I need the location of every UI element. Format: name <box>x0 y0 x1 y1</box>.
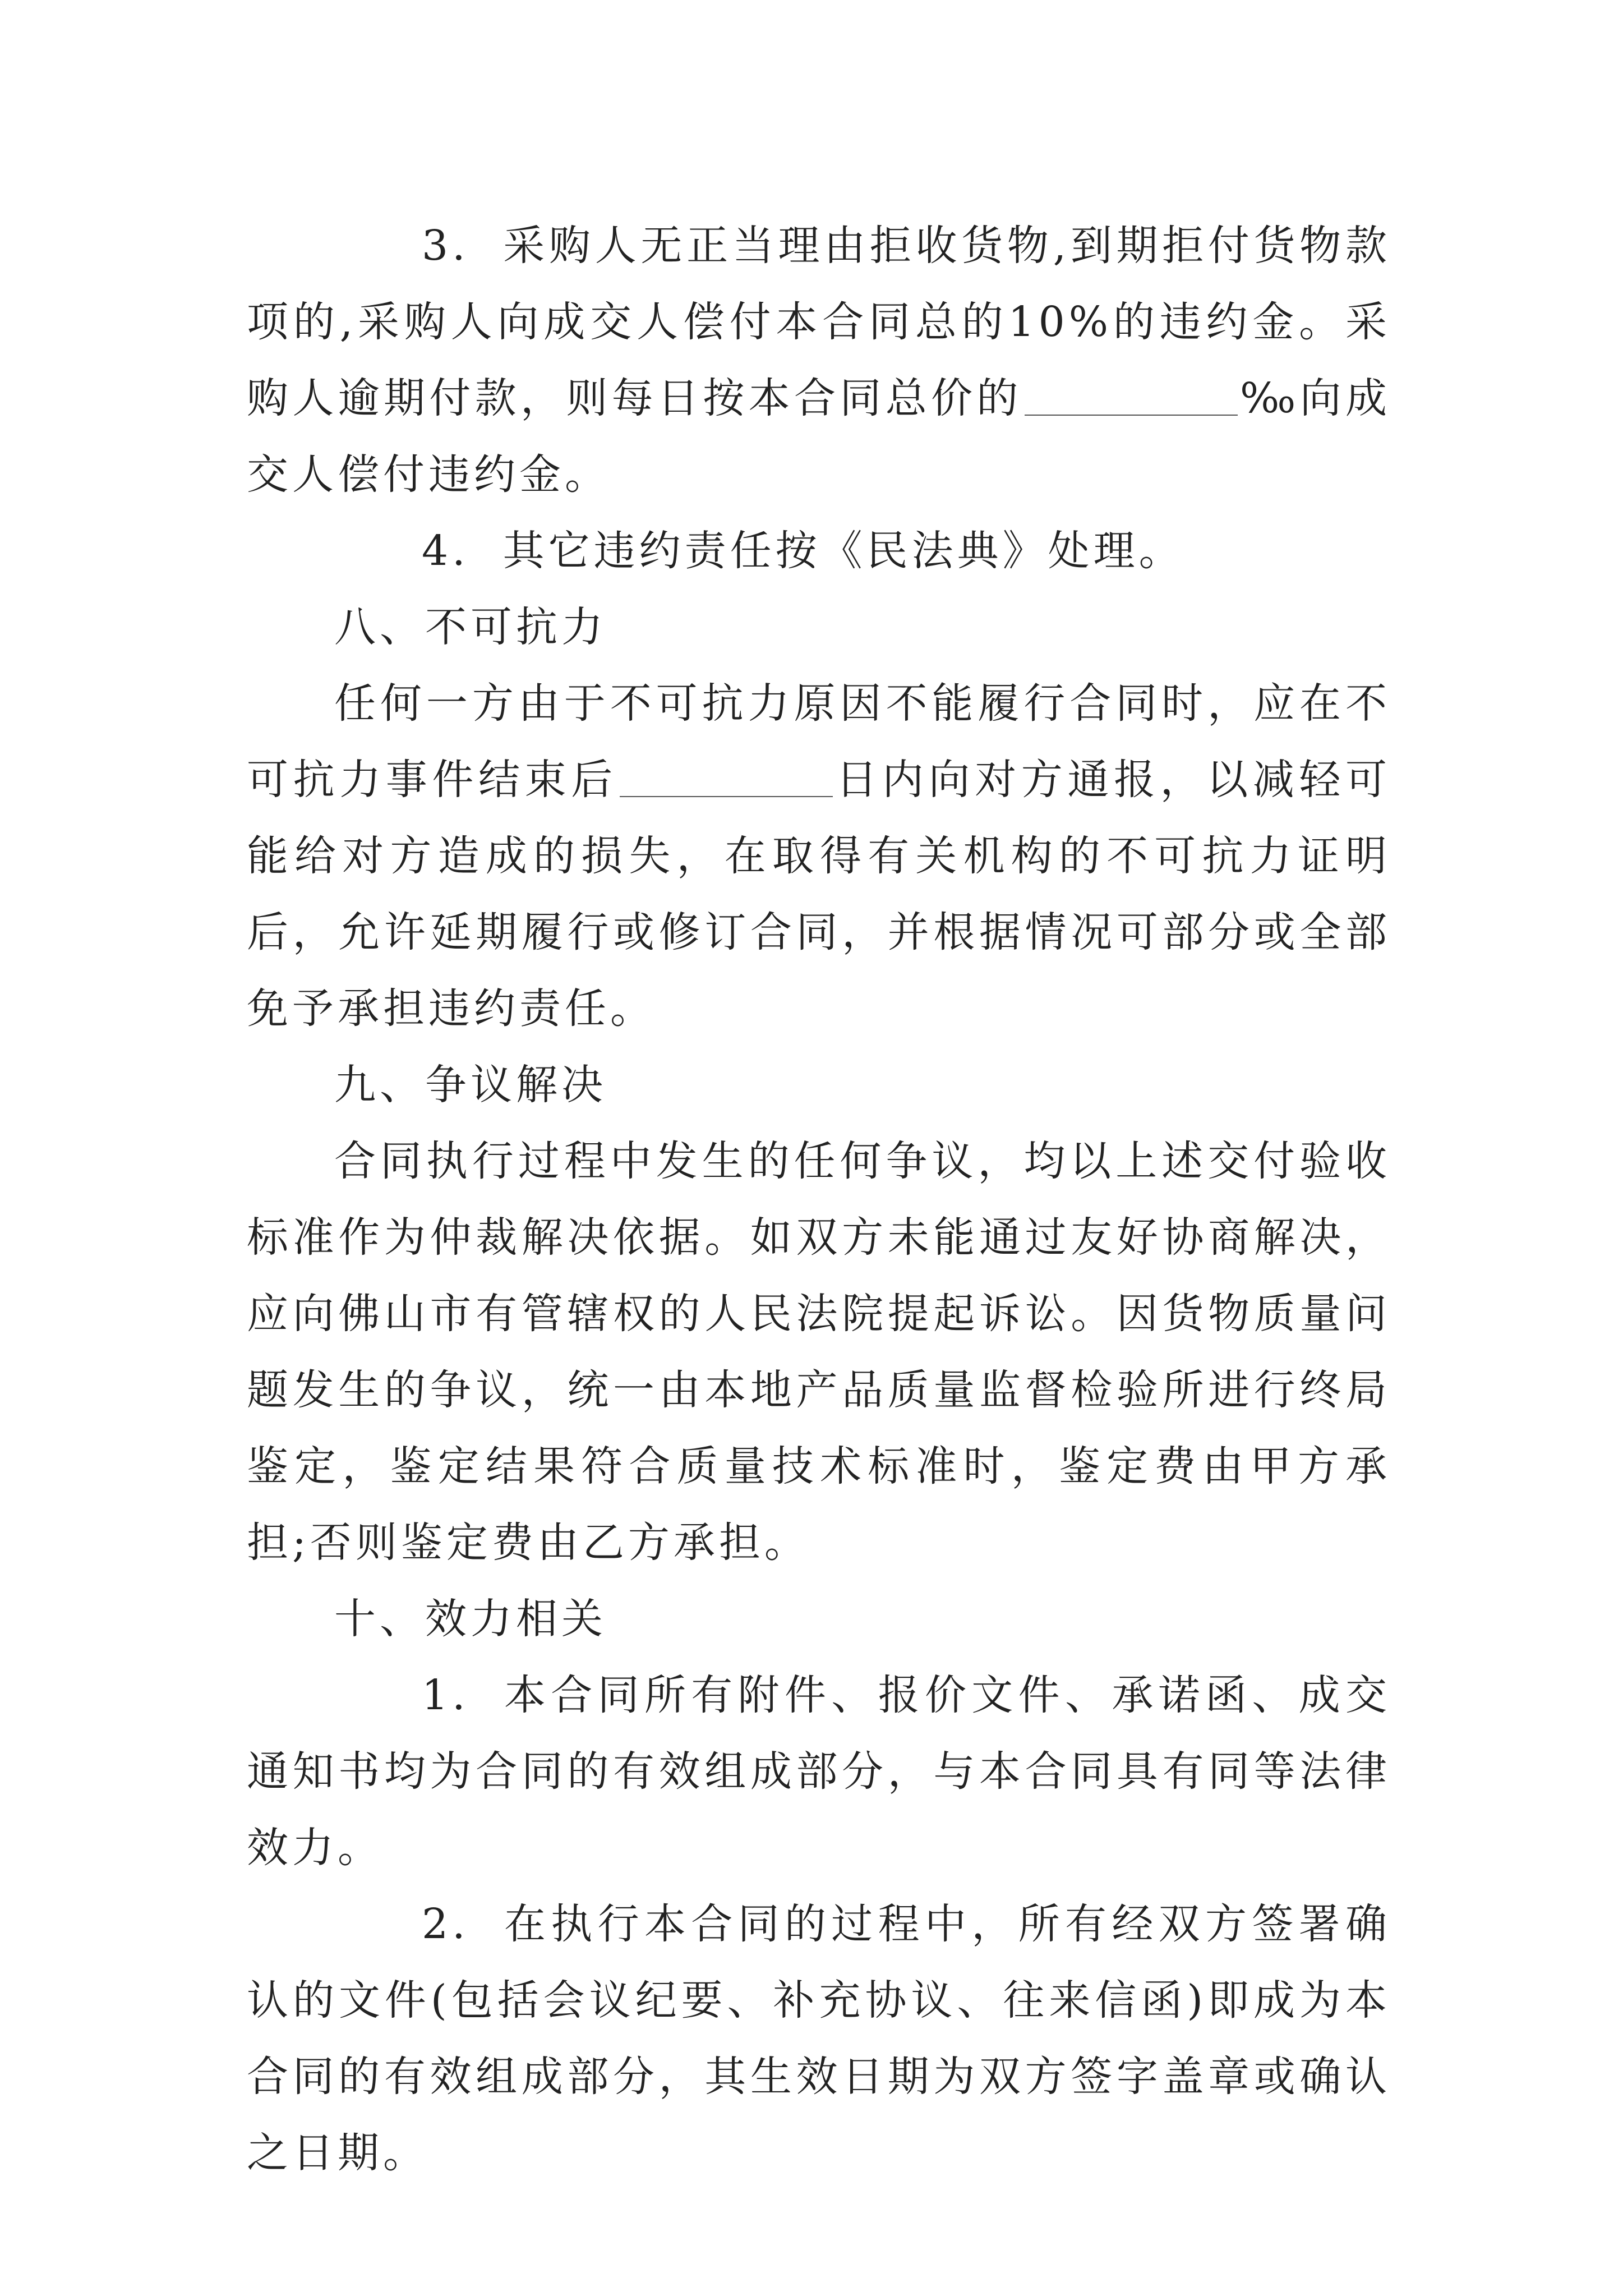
dispute-resolution-paragraph: 合同执行过程中发生的任何争议，均以上述交付验收标准作为仲裁解决依据。如双方未能通过友好协商解决，应向佛山市有管辖权的人民法院提起诉讼。因货物质量问题发生的争议，统一由本地产品质量监督检验所进行终局鉴定，鉴定结果符合质量技术标准时，鉴定费由甲方承担;否则鉴定费由乙方承担。 <box>247 1137 1391 1567</box>
clause-text: 任何一方由于不可抗力原因不能履行合同时，应在不可抗力事件结束后 <box>247 679 1391 804</box>
clause-text: 在执行本合同的过程中，所有经双方签署确认的文件(包括会议纪要、补充协议、往来信函)即成为本合同的有效组成部分，其生效日期为双方签字盖章或确认之日期。 <box>247 1900 1391 2177</box>
section-heading-9: 九、争议解决 <box>334 1061 607 1109</box>
clause-number: 1. <box>422 1671 469 1719</box>
clause-7-3 <box>247 208 1391 513</box>
clause-number: 3. <box>422 222 469 270</box>
clause-text-continued: ‰向成交人偿付违约金。 <box>247 374 1391 499</box>
clause-number: 2. <box>422 1900 469 1948</box>
clause-text: 本合同所有附件、报价文件、承诺函、成交通知书均为合同的有效组成部分，与本合同具有同等法律效力。 <box>247 1671 1391 1872</box>
force-majeure-paragraph <box>247 665 1391 1047</box>
fill-in-blank-daily-rate <box>1025 381 1238 416</box>
clause-10-1 <box>247 1657 1391 1886</box>
section-heading-10: 十、效力相关 <box>334 1595 607 1643</box>
clause-text-continued: 日内向对方通报，以减轻可能给对方造成的损失，在取得有关机构的不可抗力证明后，允许延期履行或修订合同，并根据情况可部分或全部免予承担违约责任。 <box>247 756 1391 1033</box>
clause-10-2 <box>247 1886 1391 2191</box>
clause-text: 其它违约责任按《民法典》处理。 <box>502 527 1184 575</box>
clause-7-4 <box>247 513 1391 589</box>
clause-number: 4. <box>422 527 469 575</box>
section-heading-8: 八、不可抗力 <box>334 603 607 651</box>
clause-text: 采购人无正当理由拒收货物,到期拒付货物款项的,采购人向成交人偿付本合同总的10%的违约金。采购人逾期付款，则每日按本合同总价的 <box>247 222 1391 422</box>
document-body <box>247 208 1391 2191</box>
fill-in-blank-days <box>620 762 833 797</box>
